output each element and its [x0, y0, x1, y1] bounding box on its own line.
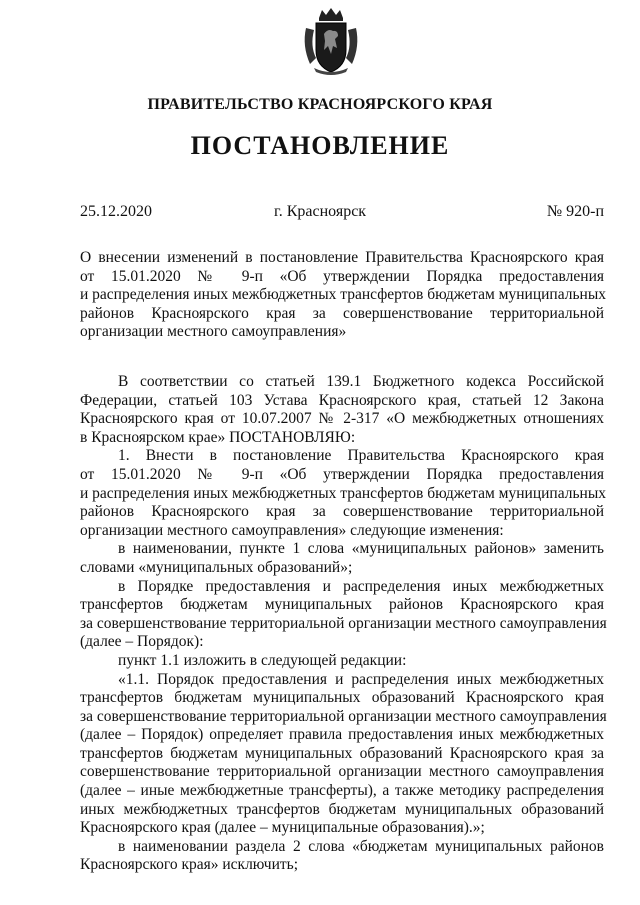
- subject-line: организации местного самоуправления»: [80, 323, 347, 340]
- document-subject: [80, 249, 604, 342]
- body-line: районов Красноярского края за совершенствование территориальной: [80, 503, 604, 521]
- subject-line: О внесении изменений в постановление Правительства Красноярского края: [80, 249, 604, 266]
- subject-line: и распределения иных межбюджетных трансфертов бюджетам муниципальных: [80, 286, 606, 303]
- body-line: Красноярского края» исключить;: [80, 856, 299, 874]
- body-line: в Порядке предоставления и распределения иных межбюджетных: [118, 577, 604, 595]
- body-line: (далее – иные межбюджетные трансферты), а также методику распределения: [80, 782, 604, 800]
- body-line: «1.1. Порядок предоставления и распределения иных межбюджетных: [118, 670, 604, 688]
- coat-of-arms-icon: [300, 6, 362, 76]
- body-line: организации местного самоуправления» следующие изменения:: [80, 521, 504, 539]
- body-line: Красноярского края от 10.07.2007 № 2-317 «О межбюджетных отношениях: [80, 410, 604, 428]
- body-line: и распределения иных межбюджетных трансфертов бюджетам муниципальных: [80, 484, 606, 502]
- body-line: (далее – Порядок):: [80, 633, 204, 651]
- body-line: Красноярского края (далее – муниципальные образования).»;: [80, 819, 485, 837]
- body-line: совершенствование территориальной организации местного самоуправления: [80, 763, 604, 781]
- subject-line: от 15.01.2020 № 9-п «Об утверждении Порядка предоставления: [80, 267, 604, 285]
- body-line: от 15.01.2020 № 9-п «Об утверждении Порядка предоставления: [80, 465, 604, 483]
- body-line: словами «муниципальных образований»;: [80, 558, 353, 576]
- subject-line: районов Красноярского края за совершенствование территориальной: [80, 304, 604, 322]
- document-number: № 920-п: [546, 203, 604, 220]
- body-line: трансфертов бюджетам муниципальных образований Красноярского края: [80, 689, 604, 707]
- body-line: Федерации, статьей 103 Устава Красноярского края, статьей 12 Закона: [80, 391, 604, 409]
- body-line: 1. Внести в постановление Правительства Красноярского края: [118, 447, 604, 465]
- body-line: трансфертов бюджетам муниципальных районов Красноярского края: [80, 596, 604, 614]
- body-line: за совершенствование территориальной организации местного самоуправления: [80, 707, 607, 725]
- body-line: пункт 1.1 изложить в следующей редакции:: [118, 651, 407, 669]
- body-line: в Красноярском крае» ПОСТАНОВЛЯЮ:: [80, 428, 356, 446]
- body-line: за совершенствование территориальной организации местного самоуправления: [80, 614, 607, 632]
- document-city: г. Красноярск: [273, 203, 367, 220]
- body-line: трансфертов бюджетам муниципальных образований Красноярского края за: [80, 744, 604, 762]
- document-type-title: ПОСТАНОВЛЕНИЕ: [190, 131, 450, 160]
- document-body: [80, 373, 607, 875]
- government-name: ПРАВИТЕЛЬСТВО КРАСНОЯРСКОГО КРАЯ: [147, 96, 493, 113]
- body-line: в наименовании раздела 2 слова «бюджетам муниципальных районов: [118, 837, 604, 855]
- body-line: иных межбюджетных трансфертов бюджетам муниципальных образований: [80, 800, 604, 818]
- body-line: В соответствии со статьей 139.1 Бюджетного кодекса Российской: [118, 373, 604, 390]
- body-line: в наименовании, пункте 1 слова «муниципальных районов» заменить: [118, 540, 604, 558]
- body-line: (далее – Порядок) определяет правила предоставления иных межбюджетных: [80, 726, 604, 744]
- document-date: 25.12.2020: [80, 203, 152, 220]
